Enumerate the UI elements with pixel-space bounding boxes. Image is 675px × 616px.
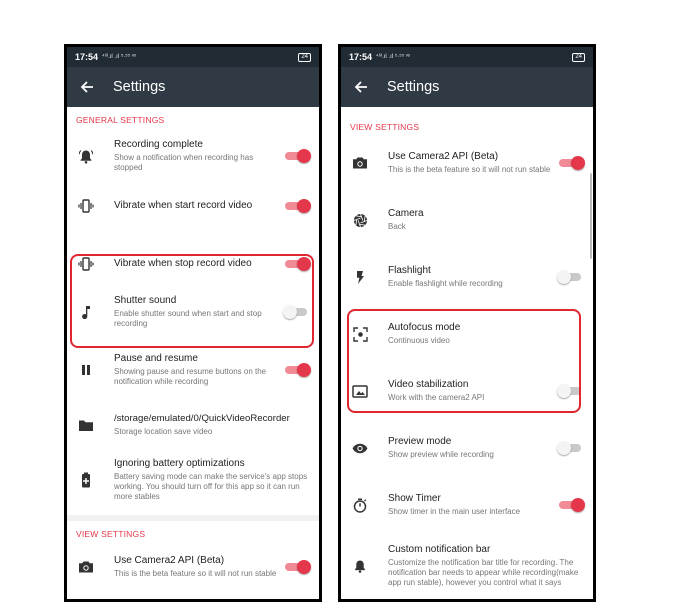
status-time: 17:54: [349, 52, 373, 62]
setting-custom-notification-bar[interactable]: [341, 535, 593, 597]
setting-flashlight[interactable]: [341, 257, 593, 297]
setting-subtitle: Show preview while recording: [388, 450, 494, 459]
setting-subtitle: Enable flashlight while recording: [388, 279, 503, 288]
preview-mode-toggle[interactable]: [557, 441, 585, 455]
focus-center-icon: [349, 327, 371, 342]
setting-title: Shutter sound: [114, 295, 177, 306]
back-arrow-icon[interactable]: [349, 75, 373, 99]
pause-icon: [75, 364, 97, 376]
setting-title: Use Camera2 API (Beta): [114, 555, 225, 566]
section-general-settings: GENERAL SETTINGS: [76, 115, 165, 125]
vibrate-icon: [75, 257, 97, 271]
setting-subtitle: Show timer in the main user interface: [388, 507, 521, 516]
setting-storage-location[interactable]: [67, 405, 319, 445]
shutter-sound-toggle[interactable]: [283, 305, 311, 319]
setting-title: Flashlight: [388, 265, 431, 276]
setting-title: Ignoring battery optimizations: [114, 458, 245, 469]
setting-subtitle: This is the beta feature so it will not run stable: [388, 165, 551, 174]
camera2-api-toggle[interactable]: [283, 560, 311, 574]
status-bar: [67, 47, 319, 67]
page-title: Settings: [113, 79, 166, 95]
setting-subtitle: Customize the notification bar title for recording. The notification bar needs to appear while recording(make app run stable), however you control what it says: [388, 558, 579, 587]
video-stabilization-toggle[interactable]: [557, 384, 585, 398]
setting-camera2-api[interactable]: [67, 547, 319, 587]
setting-subtitle: Show a notification when recording has stopped: [114, 153, 254, 172]
status-time: 17:54: [75, 52, 99, 62]
setting-title: Vibrate when stop record video: [114, 258, 252, 269]
setting-title: Pause and resume: [114, 353, 198, 364]
folder-icon: [75, 419, 97, 432]
setting-recording-complete[interactable]: [67, 133, 319, 179]
app-bar: [67, 67, 319, 107]
setting-camera2-api[interactable]: [341, 141, 593, 185]
camera2-api-toggle[interactable]: [557, 156, 585, 170]
battery-icon: 24: [572, 53, 585, 62]
bell-alert-icon: [75, 149, 97, 164]
setting-video-stabilization[interactable]: [341, 371, 593, 411]
setting-battery-optimizations[interactable]: [67, 451, 319, 509]
setting-subtitle: Back: [388, 222, 406, 231]
setting-shutter-sound[interactable]: [67, 289, 319, 335]
bell-icon: [349, 559, 371, 573]
setting-subtitle: Continuous video: [388, 336, 450, 345]
setting-title: Camera: [388, 208, 424, 219]
setting-preview-mode[interactable]: [341, 428, 593, 468]
show-timer-toggle[interactable]: [557, 498, 585, 512]
setting-title: Custom notification bar: [388, 544, 491, 555]
right-phone-screen: [338, 44, 596, 602]
setting-title: Video stabilization: [388, 379, 469, 390]
setting-title: Show Timer: [388, 493, 441, 504]
setting-subtitle: Work with the camera2 API: [388, 393, 485, 402]
section-view-settings: VIEW SETTINGS: [350, 122, 420, 132]
setting-title: Use Camera2 API (Beta): [388, 151, 499, 162]
stabilization-icon: [349, 385, 371, 398]
status-bar: [341, 47, 593, 67]
flash-icon: [349, 270, 371, 285]
setting-vibrate-start[interactable]: [67, 187, 319, 225]
scrollbar-thumb[interactable]: [590, 173, 592, 259]
setting-title: Preview mode: [388, 436, 452, 447]
setting-vibrate-stop[interactable]: [67, 245, 319, 283]
setting-title: Autofocus mode: [388, 322, 461, 333]
music-note-icon: [75, 305, 97, 319]
app-bar: [341, 67, 593, 107]
vibrate-icon: [75, 199, 97, 213]
setting-subtitle: Enable shutter sound when start and stop recording: [114, 309, 262, 328]
setting-camera[interactable]: [341, 200, 593, 240]
vibrate-stop-toggle[interactable]: [283, 257, 311, 271]
setting-title: Recording complete: [114, 139, 203, 150]
setting-show-timer[interactable]: [341, 485, 593, 525]
setting-subtitle: This is the beta feature so it will not run stable: [114, 569, 277, 578]
vibrate-start-toggle[interactable]: [283, 199, 311, 213]
setting-title: Vibrate when start record video: [114, 200, 253, 211]
setting-title: /storage/emulated/0/QuickVideoRecorder: [114, 413, 290, 424]
setting-subtitle: Showing pause and resume buttons on the notification while recording: [114, 367, 267, 386]
setting-autofocus-mode[interactable]: [341, 314, 593, 354]
signal-indicators: ⁴⁶ᴵ.ıl .ıl ⁵·⁵⁵ ᵛᵒ: [102, 54, 137, 60]
camera-icon: [75, 560, 97, 574]
page-title: Settings: [387, 79, 440, 95]
pause-resume-toggle[interactable]: [283, 363, 311, 377]
back-arrow-icon[interactable]: [75, 75, 99, 99]
signal-indicators: ⁴⁶ᴵ.ıl .ıl ⁵·⁵⁵ ᵛᵒ: [376, 54, 411, 60]
left-phone-screen: [64, 44, 322, 602]
section-view-settings: VIEW SETTINGS: [76, 529, 146, 539]
recording-complete-toggle[interactable]: [283, 149, 311, 163]
setting-subtitle: Storage location save video: [114, 427, 213, 436]
battery-plus-icon: [75, 472, 97, 488]
battery-icon: 24: [298, 53, 311, 62]
setting-subtitle: Battery saving mode can make the service's app stops working. You should turn off for this app so it can run more stables: [114, 472, 308, 501]
flashlight-toggle[interactable]: [557, 270, 585, 284]
camera-aperture-icon: [349, 213, 371, 228]
camera-icon: [349, 156, 371, 170]
setting-pause-resume[interactable]: [67, 347, 319, 393]
eye-icon: [349, 443, 371, 454]
stopwatch-icon: [349, 498, 371, 513]
